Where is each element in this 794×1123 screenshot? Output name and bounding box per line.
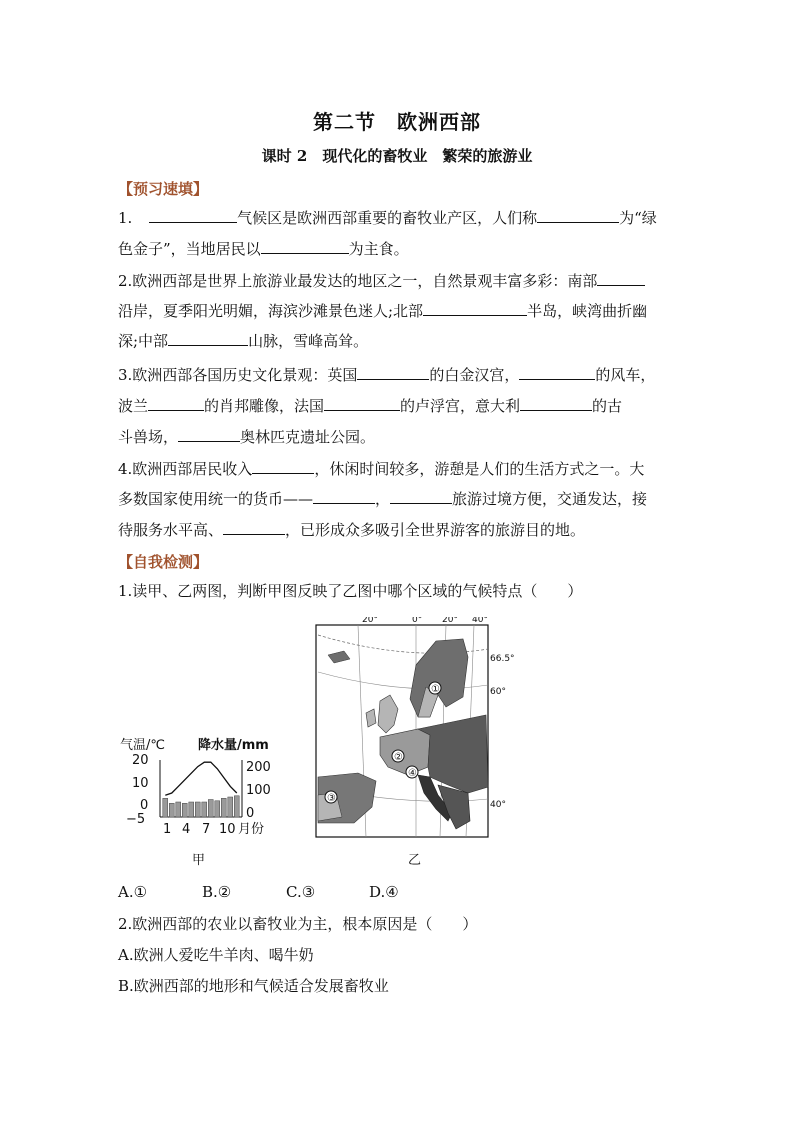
answer-blank[interactable]	[168, 330, 248, 346]
q4-text-b: ，休闲时间较多，游憩是人们的生活方式之一。大	[314, 460, 645, 478]
q2-text-e: 山脉，雪峰高耸。	[248, 332, 369, 350]
fill-q4-line3	[118, 519, 683, 540]
section-selfcheck: 【自我检测】	[118, 553, 209, 571]
fill-q3-line2	[118, 395, 683, 416]
figures-svg	[118, 617, 520, 870]
precip-bar	[182, 803, 187, 817]
q4-text-f: 待服务水平高、	[118, 521, 224, 539]
climate-chart-jia	[120, 737, 271, 868]
fill-q2-line2	[118, 300, 683, 321]
q1-number: 1.	[118, 209, 133, 227]
option-b[interactable]: B.②	[202, 883, 232, 901]
region-label: ②	[394, 752, 403, 763]
fill-q3-line1	[118, 364, 683, 385]
q2-text-c: 半岛，峡湾曲折幽	[527, 302, 648, 320]
precip-bar	[228, 797, 233, 817]
q3-text-e: 的肖邦雕像，法国	[204, 397, 325, 415]
option-a[interactable]: A.①	[118, 883, 148, 901]
q1-text-b: 为“绿	[619, 209, 657, 227]
q3-text-h: 斗兽场，	[118, 428, 179, 446]
q3-text-a: 3.欧洲西部各国历史文化景观：英国	[118, 366, 358, 384]
answer-blank[interactable]	[223, 519, 285, 535]
answer-blank[interactable]	[261, 238, 349, 254]
month-tick: 10	[219, 822, 236, 837]
region-label: ①	[431, 684, 440, 695]
fill-q2-line3	[118, 330, 683, 351]
precip-axis-label: 降水量/mm	[198, 738, 269, 753]
month-tick: 1	[163, 822, 172, 837]
q3-text-b: 的白金汉宫，	[429, 366, 520, 384]
temperature-curve	[165, 762, 237, 795]
europe-map-yi	[316, 617, 515, 868]
q4-text-d: ，	[375, 490, 391, 508]
month-tick: 4	[182, 822, 191, 837]
q1-text-a: 气候区是欧洲西部重要的畜牧业产区，人们称	[237, 209, 538, 227]
temp-tick: −5	[126, 812, 146, 827]
q4-text-c: 多数国家使用统一的货币——	[118, 490, 314, 508]
q3-text-f: 的卢浮宫，意大利	[400, 397, 521, 415]
temp-tick: 20	[132, 753, 149, 768]
q4-text-a: 4.欧洲西部居民收入	[118, 460, 253, 478]
answer-blank[interactable]	[178, 426, 240, 442]
q1-text-c: 色金子”，当地居民以	[118, 240, 261, 258]
fill-q1-line1	[118, 207, 683, 228]
q2-text-b: 沿岸，夏季阳光明媚，海滨沙滩景色迷人;北部	[118, 302, 424, 320]
q3-text-c: 的风车，	[595, 366, 656, 384]
lat-label: 66.5°	[490, 654, 515, 664]
lat-label: 40°	[490, 800, 506, 810]
answer-blank[interactable]	[390, 488, 452, 504]
fill-q4-line1	[118, 458, 683, 479]
q3-text-g: 的古	[592, 397, 623, 415]
region-label: ④	[408, 768, 417, 779]
figure-area	[118, 617, 520, 870]
precip-bar	[202, 802, 207, 817]
lon-label: 20°	[362, 617, 378, 625]
precip-bar	[215, 801, 220, 817]
q4-text-g: ，已形成众多吸引全世界游客的旅游目的地。	[285, 521, 586, 539]
question-1-stem: 1.读甲、乙两图，判断甲图反映了乙图中哪个区域的气候特点（ ）	[118, 582, 583, 600]
answer-blank[interactable]	[324, 395, 400, 411]
temp-axis-label: 气温/℃	[120, 738, 165, 753]
page-title: 第二节 欧洲西部	[313, 110, 481, 134]
fill-q2-line1	[118, 270, 683, 291]
answer-blank[interactable]	[357, 364, 429, 380]
fill-q4-line2	[118, 488, 683, 509]
answer-blank[interactable]	[597, 270, 645, 286]
precip-bar	[234, 796, 239, 817]
lon-label: 0°	[412, 617, 423, 625]
option-d[interactable]: D.④	[369, 883, 399, 901]
answer-blank[interactable]	[423, 300, 527, 316]
precip-tick: 200	[246, 760, 271, 775]
answer-blank[interactable]	[149, 207, 237, 223]
q3-text-i: 奥林匹克遗址公园。	[240, 428, 376, 446]
answer-blank[interactable]	[537, 207, 619, 223]
fill-q1-line2	[118, 238, 683, 259]
q2-option-a[interactable]: A.欧洲人爱吃牛羊肉、喝牛奶	[118, 946, 314, 964]
answer-blank[interactable]	[313, 488, 375, 504]
q3-text-d: 波兰	[118, 397, 149, 415]
precip-bar	[189, 802, 194, 817]
temp-tick: 10	[132, 776, 149, 791]
precip-bar	[176, 802, 181, 817]
precip-bar	[208, 800, 213, 818]
precip-tick: 0	[246, 806, 255, 821]
precip-bar	[221, 798, 226, 817]
lat-label: 60°	[490, 687, 506, 697]
question-2-stem: 2.欧洲西部的农业以畜牧业为主，根本原因是（ ）	[118, 915, 478, 933]
page-subtitle: 课时 2 现代化的畜牧业 繁荣的旅游业	[261, 147, 533, 165]
answer-blank[interactable]	[252, 458, 314, 474]
temp-tick: 0	[140, 798, 149, 813]
precip-bar	[169, 803, 174, 817]
lon-label: 40°	[472, 617, 488, 625]
answer-blank[interactable]	[520, 395, 592, 411]
q2-option-b[interactable]: B.欧洲西部的地形和气候适合发展畜牧业	[118, 977, 389, 995]
precip-bars	[163, 796, 239, 817]
option-c[interactable]: C.③	[286, 883, 316, 901]
q4-text-e: 旅游过境方便，交通发达，接	[452, 490, 648, 508]
q2-text-d: 深;中部	[118, 332, 169, 350]
region-label: ③	[327, 793, 336, 804]
q2-text-a: 2.欧洲西部是世界上旅游业最发达的地区之一，自然景观丰富多彩：南部	[118, 272, 598, 290]
answer-blank[interactable]	[148, 395, 204, 411]
precip-tick: 100	[246, 783, 271, 798]
precip-bar	[195, 802, 200, 817]
precip-bar	[163, 798, 168, 817]
caption-jia: 甲	[192, 853, 206, 868]
month-tick: 7	[202, 822, 211, 837]
fill-q3-line3	[118, 426, 683, 447]
q1-text-d: 为主食。	[348, 240, 409, 258]
month-unit: 月份	[238, 822, 265, 837]
caption-yi: 乙	[408, 853, 422, 868]
section-preview: 【预习速填】	[118, 180, 209, 198]
answer-blank[interactable]	[519, 364, 595, 380]
lon-label: 20°	[442, 617, 458, 625]
